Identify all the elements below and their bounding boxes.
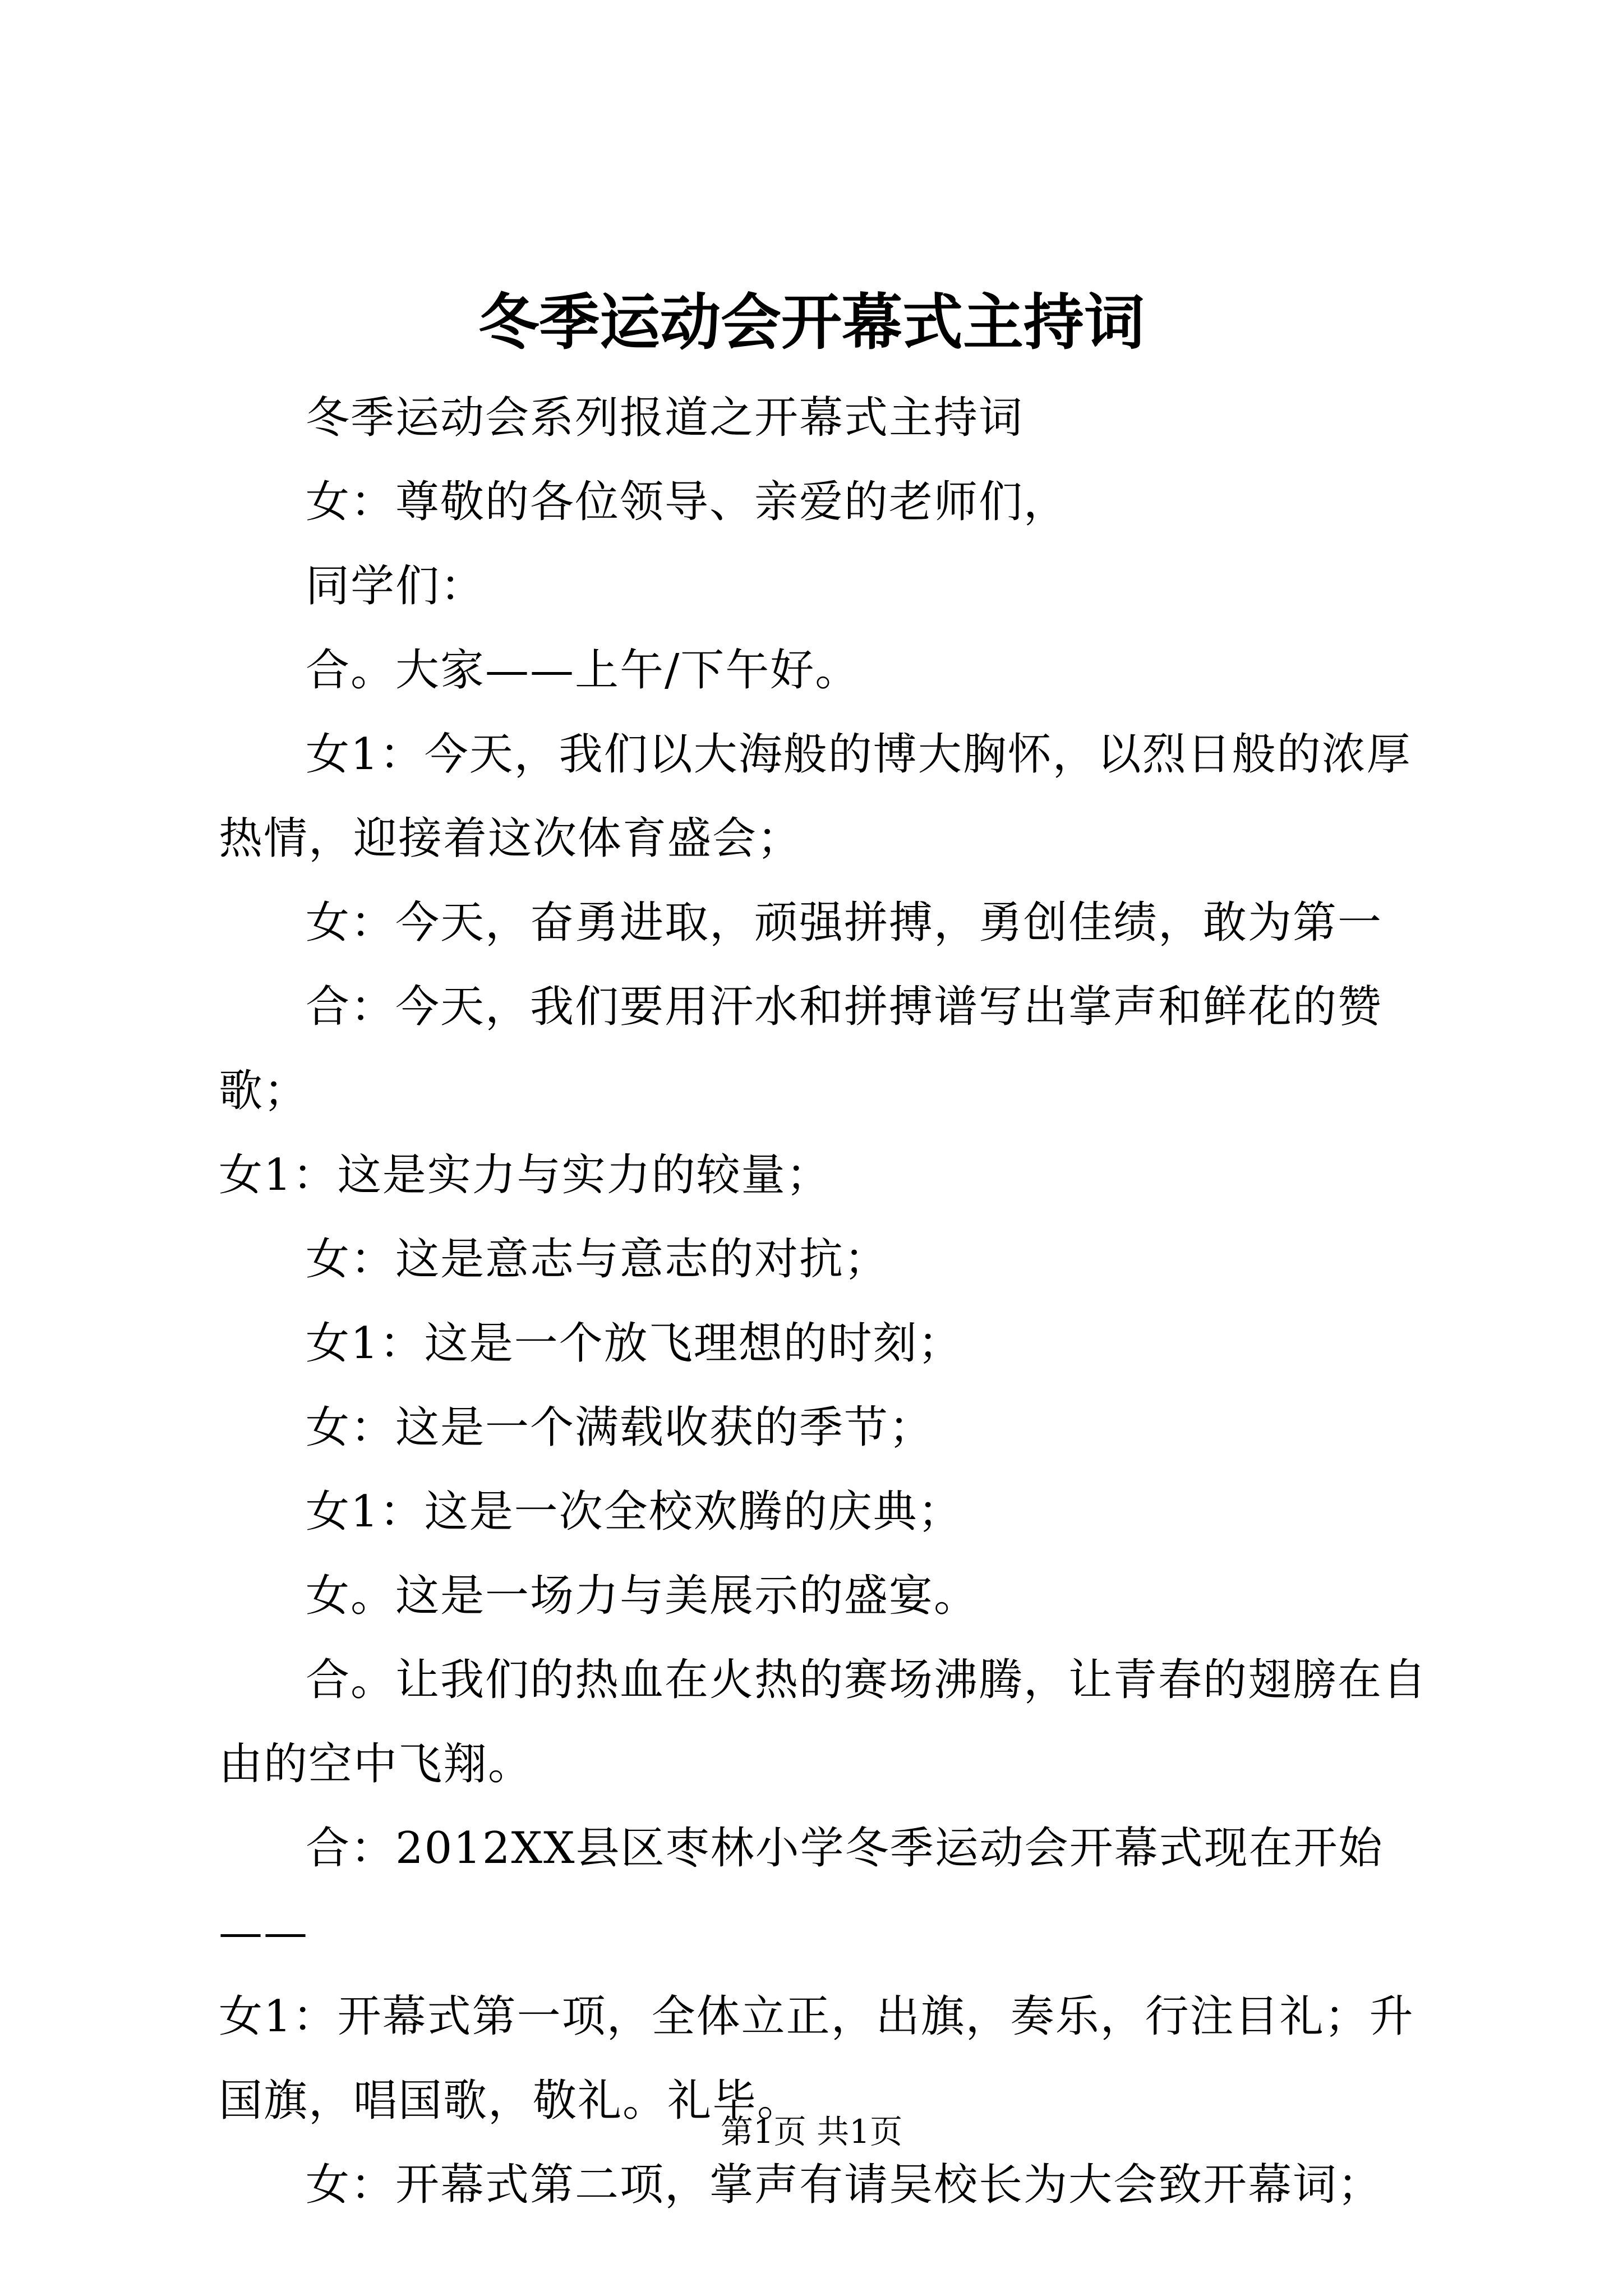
- paragraph-1: 冬季运动会系列报道之开幕式主持词: [306, 393, 1024, 443]
- paragraph-4: 合。大家——上午/下午好。: [306, 645, 860, 696]
- page-footer: 第1页 共1页: [720, 2113, 903, 2151]
- paragraph-17: 女：开幕式第二项，掌声有请吴校长为大会致开幕词；: [306, 2160, 1383, 2210]
- document-body: [219, 376, 1453, 2227]
- paragraph-11: 女：这是一个满载收获的季节；: [306, 1402, 934, 1453]
- paragraph-10: 女1：这是一个放飞理想的时刻；: [306, 1318, 963, 1369]
- paragraph-5: 女1：今天，我们以大海般的博大胸怀，以烈日般的浓厚热情，迎接着这次体育盛会；: [219, 729, 1412, 864]
- paragraph-16: 女1：开幕式第一项，全体立正，出旗，奏乐，行注目礼；升国旗，唱国歌，敬礼。礼毕。: [219, 1991, 1414, 2126]
- paragraph-12: 女1：这是一次全校欢腾的庆典；: [306, 1487, 963, 1537]
- paragraph-7: 合：今天，我们要用汗水和拼搏谱写出掌声和鲜花的赞歌；: [219, 982, 1383, 1116]
- paragraph-15: 合：2012XX县区枣林小学冬季运动会开幕式现在开始——: [219, 1823, 1384, 1958]
- paragraph-3: 同学们：: [306, 561, 486, 611]
- paragraph-13: 女。这是一场力与美展示的盛宴。: [306, 1571, 979, 1621]
- paragraph-8: 女1：这是实力与实力的较量；: [219, 1150, 831, 1200]
- paragraph-14: 合。让我们的热血在火热的赛场沸腾，让青春的翅膀在自由的空中飞翔。: [219, 1655, 1428, 1789]
- document-title: 冬季运动会开幕式主持词: [478, 287, 1145, 358]
- paragraph-9: 女：这是意志与意志的对抗；: [306, 1234, 889, 1285]
- paragraph-2: 女：尊敬的各位领导、亲爱的老师们，: [306, 477, 1069, 527]
- paragraph-6: 女：今天，奋勇进取，顽强拼搏，勇创佳绩，敢为第一: [306, 898, 1383, 948]
